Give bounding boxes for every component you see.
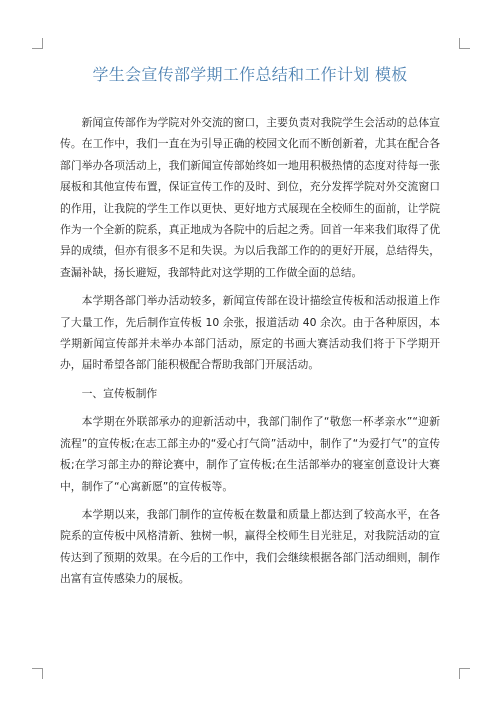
paragraph-summary: 本学期以来，我部门制作的宣传板在数量和质量上都达到了较高水平，在各院系的宣传板中风格清新、独树一帜，赢得全校师生目光驻足，对我院活动的宣传达到了预期的效果。在今后的工作中，我们会继续根据各部门活动细则，制作出富有宣传感染力的展板。 [60,507,440,586]
page-corner-mark-top-right [459,38,470,49]
paragraph-poster-boards: 本学期在外联部承办的迎新活动中，我部门制作了“敬您一杯孝亲水”“迎新流程”的宣传板;在志工部主办的“爱心打气筒”活动中，制作了“为爱打气”的宣传板;在学习部主办的辩论赛中，制作了宣传板;在生活部举办的寝室创意设计大赛中，制作了“心寓新愿”的宣传板等。 [60,415,440,493]
section-heading-poster-boards: 一、宣传板制作 [81,386,158,400]
paragraph-intro: 新闻宣传部作为学院对外交流的窗口，主要负责对我院学生会活动的总体宣传。在工作中，我们一直在为引导正确的校园文化而不断创新着，尤其在配合各部门举办各项活动上，我们新闻宣传部始终如一地用积极热情的态度对待每一张展板和其他宣传布置，保证宣传工作的及时、到位，充分发挥学院对外交流窗口的作用，让我院的学生工作以更快、更好地方式展现在全校师生的面前，让学院作为一个全新的院系，真正地成为各院中的后起之秀。回首一年来我们取得了优异的成绩，但亦有很多不足和失误。为以后我部工作的的更好开展，总结得失，查漏补缺，扬长避短，我部特此对这学期的工作做全面的总结。 [60,116,440,279]
page-corner-mark-bottom-right [459,668,470,679]
document-body [60,112,440,597]
page-corner-mark-bottom-left [32,668,43,679]
page-corner-mark-top-left [32,38,43,49]
paragraph-activities: 本学期各部门举办活动较多，新闻宣传部在设计描绘宣传板和活动报道上作了大量工作，先后制作宣传板 10 余张，报道活动 40 余次。由于各种原因，本学期新闻宣传部并未举办本部门活动，原定的书画大赛活动我们将于下学期开办，届时希望各部门能积极配合帮助我部门开展活动。 [60,294,440,372]
document-title: 学生会宣传部学期工作总结和工作计划 模板 [92,65,408,84]
